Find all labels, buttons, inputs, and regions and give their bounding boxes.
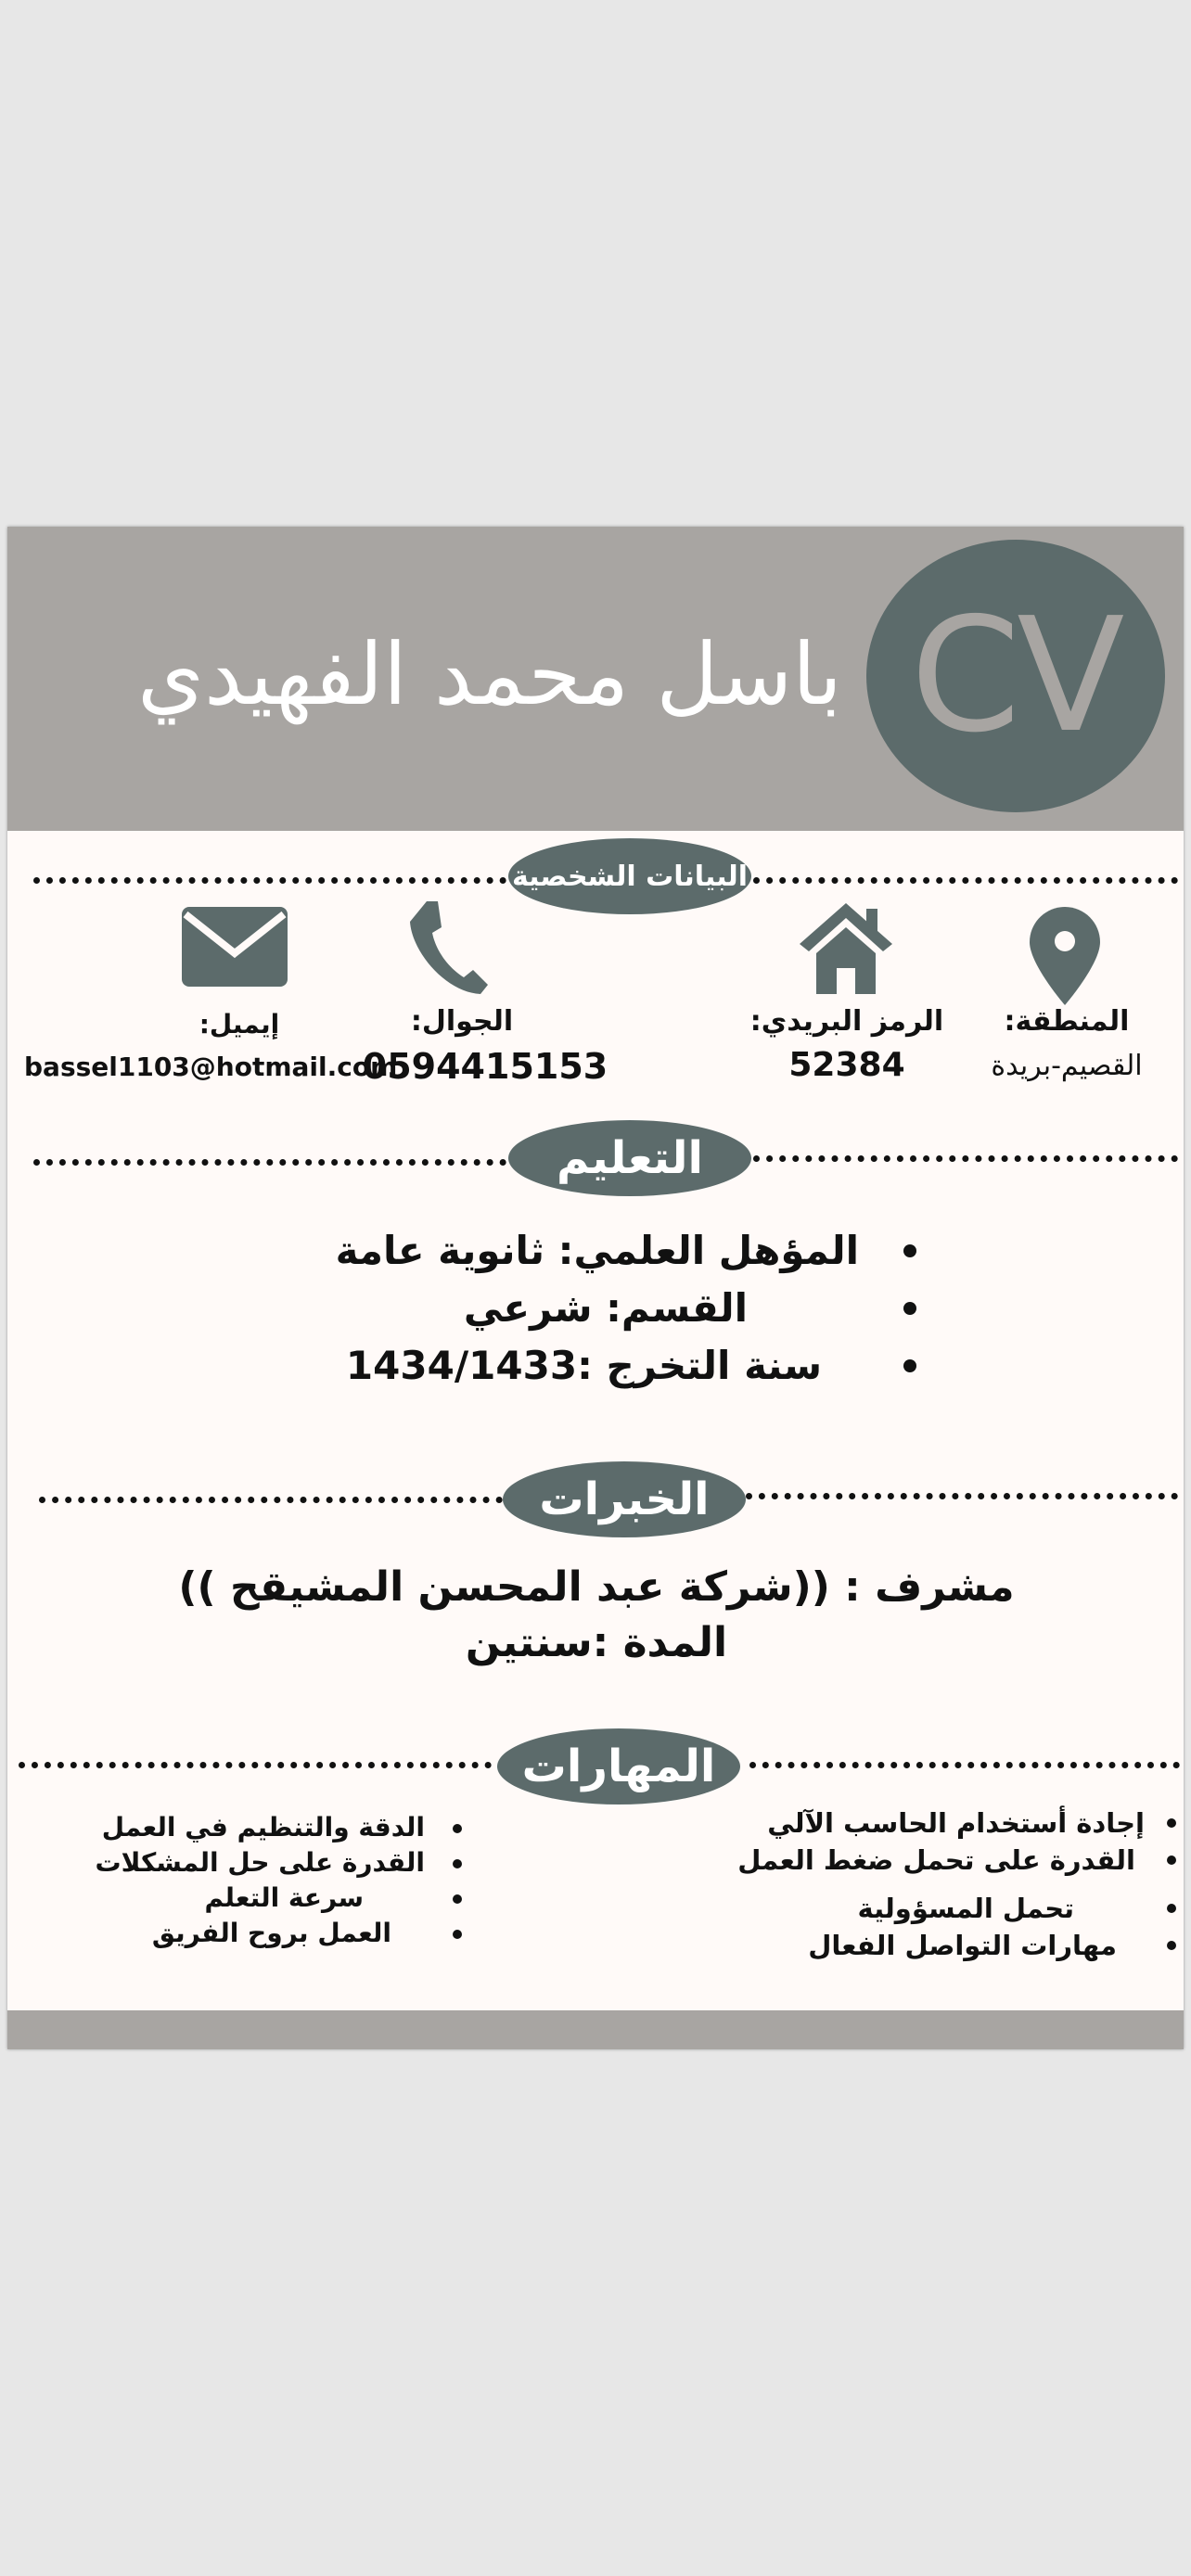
cv-logo: CV xyxy=(866,540,1165,812)
section-divider xyxy=(753,877,1178,884)
phone-label: الجوال: xyxy=(410,1005,514,1038)
list-item: تحمل المسؤولية xyxy=(740,1890,1176,1927)
list-item: العمل بروح الفريق xyxy=(100,1916,462,1951)
section-divider xyxy=(33,1159,506,1166)
email-value: bassel1103@hotmail.com xyxy=(24,1052,398,1082)
list-item: سنة التخرج :1434/1433 xyxy=(286,1337,916,1395)
list-item: مهارات التواصل الفعال xyxy=(740,1927,1176,1964)
bullet-dot xyxy=(453,1824,462,1833)
bullet-dot xyxy=(903,1302,916,1315)
section-divider xyxy=(39,1497,503,1503)
list-item: إجادة أستخدام الحاسب الآلي xyxy=(740,1804,1176,1842)
phone-value: 0594415153 xyxy=(362,1046,608,1087)
postal-label: الرمز البريدي: xyxy=(749,1005,944,1038)
bullet-dot xyxy=(903,1359,916,1372)
bullet-dot xyxy=(903,1244,916,1257)
section-title-skills: المهارات xyxy=(497,1728,740,1804)
postal-value: 52384 xyxy=(788,1046,905,1084)
list-item: المؤهل العلمي: ثانوية عامة xyxy=(286,1222,916,1280)
section-divider xyxy=(19,1762,492,1768)
list-item: سرعة التعلم xyxy=(100,1881,462,1916)
section-divider xyxy=(753,1155,1178,1162)
education-list xyxy=(286,1222,916,1395)
experience-duration: المدة :سنتين xyxy=(465,1619,728,1666)
section-divider xyxy=(33,877,506,884)
experience-role: مشرف : ((شركة عبد المحسن المشيقح )) xyxy=(178,1563,1015,1611)
phone-icon xyxy=(408,899,488,996)
section-title-personal: البيانات الشخصية xyxy=(508,838,751,914)
email-label: إيميل: xyxy=(198,1009,280,1039)
skills-list-left xyxy=(95,1810,462,1951)
bullet-dot xyxy=(453,1930,462,1939)
bullet-dot xyxy=(453,1894,462,1904)
list-item: القسم: شرعي xyxy=(286,1280,916,1337)
section-title-experience: الخبرات xyxy=(503,1461,746,1537)
region-label: المنطقة: xyxy=(1004,1005,1130,1038)
home-icon xyxy=(798,901,894,994)
bullet-dot xyxy=(1167,1855,1176,1865)
bullet-dot xyxy=(1167,1818,1176,1828)
list-item: القدرة على حل المشكلات xyxy=(100,1845,462,1881)
envelope-icon xyxy=(182,907,288,987)
skills-list-right xyxy=(737,1804,1176,1964)
location-pin-icon xyxy=(1030,907,1100,1005)
section-divider xyxy=(749,1762,1180,1768)
footer-bar xyxy=(7,2010,1184,2049)
bullet-dot xyxy=(453,1859,462,1868)
cv-document xyxy=(7,527,1184,2049)
list-item: الدقة والتنظيم في العمل xyxy=(100,1810,462,1845)
cv-header xyxy=(7,527,1184,831)
bullet-dot xyxy=(1167,1904,1176,1913)
section-title-education: التعليم xyxy=(508,1120,751,1196)
region-value: القصيم-بريدة xyxy=(991,1050,1143,1082)
section-divider xyxy=(746,1493,1178,1499)
bullet-dot xyxy=(1167,1941,1176,1950)
list-item: القدرة على تحمل ضغط العمل xyxy=(740,1842,1176,1879)
person-name: باسل محمد الفهيدي xyxy=(137,625,842,724)
